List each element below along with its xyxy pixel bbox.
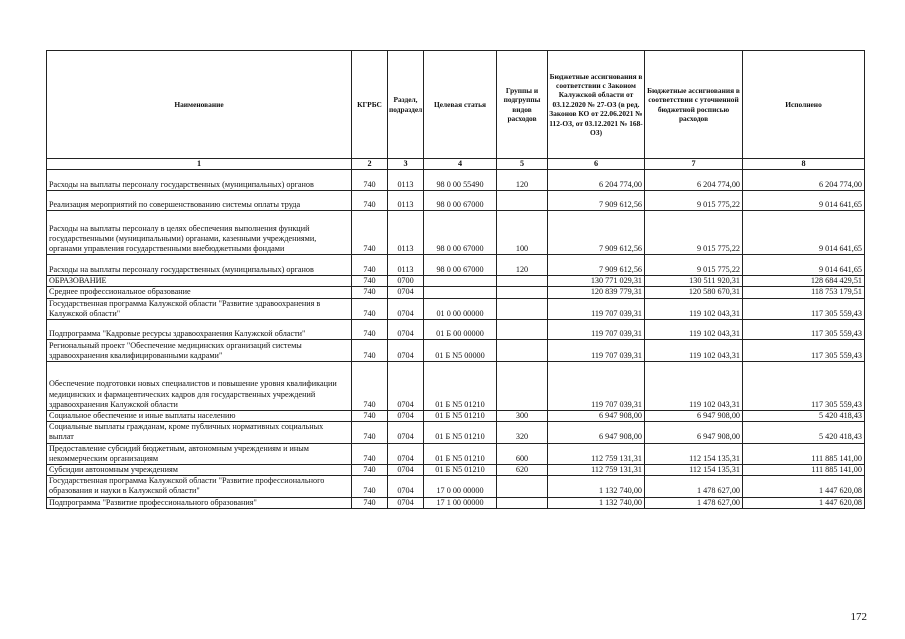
column-number: 6 xyxy=(548,159,645,170)
page-number: 172 xyxy=(850,611,867,623)
cell-section: 0113 xyxy=(388,211,424,255)
cell-budget-law: 7 909 612,56 xyxy=(548,255,645,276)
cell-target xyxy=(424,276,497,287)
cell-section: 0704 xyxy=(388,411,424,422)
table-row xyxy=(47,443,865,464)
cell-budget-law: 130 771 029,31 xyxy=(548,276,645,287)
cell-budget-law: 7 909 612,56 xyxy=(548,211,645,255)
cell-executed: 118 753 179,51 xyxy=(743,287,865,298)
cell-executed: 111 885 141,00 xyxy=(743,443,865,464)
cell-kgrbs: 740 xyxy=(352,411,388,422)
column-number: 3 xyxy=(388,159,424,170)
table-row xyxy=(47,340,865,362)
cell-section: 0704 xyxy=(388,362,424,411)
cell-name: Расходы на выплаты персоналу государственных (муниципальных) органов xyxy=(47,255,352,276)
column-number: 8 xyxy=(743,159,865,170)
cell-budget-refined: 120 580 670,31 xyxy=(645,287,743,298)
cell-budget-law: 119 707 039,31 xyxy=(548,362,645,411)
cell-budget-law: 119 707 039,31 xyxy=(548,340,645,362)
cell-name: Социальные выплаты гражданам, кроме публичных нормативных социальных выплат xyxy=(47,422,352,443)
cell-target: 01 0 00 00000 xyxy=(424,298,497,319)
cell-section: 0704 xyxy=(388,465,424,476)
table-row xyxy=(47,411,865,422)
cell-target: 98 0 00 67000 xyxy=(424,191,497,211)
cell-name: ОБРАЗОВАНИЕ xyxy=(47,276,352,287)
budget-table xyxy=(46,50,865,509)
cell-section: 0704 xyxy=(388,320,424,340)
cell-budget-refined: 112 154 135,31 xyxy=(645,465,743,476)
cell-group xyxy=(497,497,548,508)
cell-budget-refined: 1 478 627,00 xyxy=(645,476,743,497)
cell-executed: 6 204 774,00 xyxy=(743,170,865,191)
cell-target: 17 1 00 00000 xyxy=(424,497,497,508)
header-name: Наименование xyxy=(47,51,352,159)
cell-budget-refined: 119 102 043,31 xyxy=(645,340,743,362)
cell-name: Расходы на выплаты персоналу государственных (муниципальных) органов xyxy=(47,170,352,191)
cell-group xyxy=(497,276,548,287)
table-row xyxy=(47,255,865,276)
cell-kgrbs: 740 xyxy=(352,362,388,411)
column-number: 1 xyxy=(47,159,352,170)
cell-budget-law: 7 909 612,56 xyxy=(548,191,645,211)
table-row xyxy=(47,362,865,411)
header-kgrbs: КГРБС xyxy=(352,51,388,159)
cell-executed: 9 014 641,65 xyxy=(743,191,865,211)
cell-executed: 128 684 429,51 xyxy=(743,276,865,287)
cell-group: 100 xyxy=(497,211,548,255)
cell-kgrbs: 740 xyxy=(352,298,388,319)
cell-group: 120 xyxy=(497,255,548,276)
cell-kgrbs: 740 xyxy=(352,476,388,497)
cell-section: 0704 xyxy=(388,443,424,464)
cell-target: 98 0 00 67000 xyxy=(424,211,497,255)
cell-group xyxy=(497,298,548,319)
column-number: 2 xyxy=(352,159,388,170)
cell-kgrbs: 740 xyxy=(352,340,388,362)
cell-kgrbs: 740 xyxy=(352,465,388,476)
cell-target: 98 0 00 55490 xyxy=(424,170,497,191)
cell-group xyxy=(497,362,548,411)
cell-budget-refined: 119 102 043,31 xyxy=(645,320,743,340)
cell-group: 120 xyxy=(497,170,548,191)
table-row xyxy=(47,320,865,340)
cell-kgrbs: 740 xyxy=(352,320,388,340)
cell-budget-law: 6 947 908,00 xyxy=(548,411,645,422)
cell-budget-refined: 119 102 043,31 xyxy=(645,362,743,411)
cell-group: 600 xyxy=(497,443,548,464)
table-row xyxy=(47,298,865,319)
table-row xyxy=(47,191,865,211)
cell-target: 01 Б N5 01210 xyxy=(424,465,497,476)
table-row xyxy=(47,276,865,287)
cell-kgrbs: 740 xyxy=(352,211,388,255)
cell-budget-refined: 9 015 775,22 xyxy=(645,255,743,276)
cell-name: Социальное обеспечение и иные выплаты населению xyxy=(47,411,352,422)
cell-executed: 9 014 641,65 xyxy=(743,211,865,255)
cell-budget-law: 1 132 740,00 xyxy=(548,497,645,508)
cell-name: Подпрограмма "Развитие профессионального образования" xyxy=(47,497,352,508)
cell-target: 01 Б N5 01210 xyxy=(424,362,497,411)
column-number-row xyxy=(47,159,865,170)
cell-executed: 117 305 559,43 xyxy=(743,362,865,411)
cell-name: Среднее профессиональное образование xyxy=(47,287,352,298)
cell-group xyxy=(497,320,548,340)
header-row xyxy=(47,51,865,159)
cell-section: 0113 xyxy=(388,191,424,211)
cell-budget-law: 119 707 039,31 xyxy=(548,298,645,319)
cell-target: 01 Б N5 01210 xyxy=(424,422,497,443)
cell-target: 17 0 00 00000 xyxy=(424,476,497,497)
cell-group xyxy=(497,340,548,362)
cell-budget-refined: 6 947 908,00 xyxy=(645,422,743,443)
column-number: 7 xyxy=(645,159,743,170)
cell-section: 0113 xyxy=(388,255,424,276)
cell-budget-law: 112 759 131,31 xyxy=(548,443,645,464)
cell-section: 0700 xyxy=(388,276,424,287)
cell-budget-refined: 119 102 043,31 xyxy=(645,298,743,319)
cell-target: 98 0 00 67000 xyxy=(424,255,497,276)
cell-name: Государственная программа Калужской области "Развитие профессионального образования и науки в Калужской области" xyxy=(47,476,352,497)
table-row xyxy=(47,211,865,255)
cell-budget-law: 1 132 740,00 xyxy=(548,476,645,497)
column-number: 5 xyxy=(497,159,548,170)
cell-kgrbs: 740 xyxy=(352,170,388,191)
cell-kgrbs: 740 xyxy=(352,287,388,298)
cell-budget-refined: 6 947 908,00 xyxy=(645,411,743,422)
cell-name: Государственная программа Калужской области "Развитие здравоохранения в Калужской области" xyxy=(47,298,352,319)
cell-group: 620 xyxy=(497,465,548,476)
header-executed: Исполнено xyxy=(743,51,865,159)
cell-budget-law: 112 759 131,31 xyxy=(548,465,645,476)
column-number: 4 xyxy=(424,159,497,170)
cell-target: 01 Б N5 01210 xyxy=(424,443,497,464)
cell-budget-law: 6 204 774,00 xyxy=(548,170,645,191)
header-budget-refined: Бюджетные ассигнования в соответствии с уточненной бюджетной росписью расходов xyxy=(645,51,743,159)
cell-budget-refined: 6 204 774,00 xyxy=(645,170,743,191)
cell-name: Расходы на выплаты персоналу в целях обеспечения выполнения функций государственными (муниципальными) органами, казенными учреждениями, органами управления государственными внебюджетными фондами xyxy=(47,211,352,255)
cell-group: 320 xyxy=(497,422,548,443)
cell-budget-refined: 1 478 627,00 xyxy=(645,497,743,508)
cell-name: Региональный проект "Обеспечение медицинских организаций системы здравоохранения квалифицированными кадрами" xyxy=(47,340,352,362)
cell-section: 0704 xyxy=(388,422,424,443)
cell-executed: 117 305 559,43 xyxy=(743,298,865,319)
cell-group xyxy=(497,287,548,298)
table-row xyxy=(47,287,865,298)
cell-executed: 111 885 141,00 xyxy=(743,465,865,476)
cell-kgrbs: 740 xyxy=(352,255,388,276)
table-row xyxy=(47,465,865,476)
table-row xyxy=(47,476,865,497)
cell-budget-refined: 9 015 775,22 xyxy=(645,211,743,255)
cell-name: Обеспечение подготовки новых специалистов и повышение уровня квалификации медицинских и фармацевтических кадров для государственных учреждений здравоохранения Калужской области xyxy=(47,362,352,411)
header-section: Раздел, подраздел xyxy=(388,51,424,159)
cell-kgrbs: 740 xyxy=(352,497,388,508)
cell-name: Предоставление субсидий бюджетным, автономным учреждениям и иным некоммерческим организациям xyxy=(47,443,352,464)
cell-group: 300 xyxy=(497,411,548,422)
cell-executed: 117 305 559,43 xyxy=(743,340,865,362)
table-row xyxy=(47,170,865,191)
cell-group xyxy=(497,191,548,211)
header-budget-law: Бюджетные ассигнования в соответствии с Законом Калужской области от 03.12.2020 № 27-ОЗ (в ред. Законов КО от 22.06.2021 № 112-ОЗ, от 03.12.2021 № 168-ОЗ) xyxy=(548,51,645,159)
cell-target: 01 Б N5 00000 xyxy=(424,340,497,362)
header-groups: Группы и подгруппы видов расходов xyxy=(497,51,548,159)
cell-budget-refined: 130 511 920,31 xyxy=(645,276,743,287)
cell-budget-refined: 112 154 135,31 xyxy=(645,443,743,464)
cell-budget-refined: 9 015 775,22 xyxy=(645,191,743,211)
cell-executed: 117 305 559,43 xyxy=(743,320,865,340)
cell-section: 0113 xyxy=(388,170,424,191)
header-target: Целевая статья xyxy=(424,51,497,159)
cell-name: Подпрограмма "Кадровые ресурсы здравоохранения Калужской области" xyxy=(47,320,352,340)
cell-budget-law: 119 707 039,31 xyxy=(548,320,645,340)
cell-executed: 1 447 620,08 xyxy=(743,476,865,497)
cell-executed: 1 447 620,08 xyxy=(743,497,865,508)
table-row xyxy=(47,422,865,443)
cell-name: Реализация мероприятий по совершенствованию системы оплаты труда xyxy=(47,191,352,211)
cell-budget-law: 6 947 908,00 xyxy=(548,422,645,443)
cell-executed: 9 014 641,65 xyxy=(743,255,865,276)
cell-kgrbs: 740 xyxy=(352,276,388,287)
cell-kgrbs: 740 xyxy=(352,191,388,211)
cell-executed: 5 420 418,43 xyxy=(743,422,865,443)
cell-section: 0704 xyxy=(388,298,424,319)
table-row xyxy=(47,497,865,508)
cell-budget-law: 120 839 779,31 xyxy=(548,287,645,298)
cell-section: 0704 xyxy=(388,497,424,508)
cell-target: 01 Б 00 00000 xyxy=(424,320,497,340)
cell-kgrbs: 740 xyxy=(352,422,388,443)
budget-report-sheet xyxy=(46,50,864,509)
cell-target: 01 Б N5 01210 xyxy=(424,411,497,422)
cell-target xyxy=(424,287,497,298)
cell-kgrbs: 740 xyxy=(352,443,388,464)
cell-section: 0704 xyxy=(388,340,424,362)
cell-name: Субсидии автономным учреждениям xyxy=(47,465,352,476)
cell-group xyxy=(497,476,548,497)
cell-section: 0704 xyxy=(388,476,424,497)
cell-executed: 5 420 418,43 xyxy=(743,411,865,422)
cell-section: 0704 xyxy=(388,287,424,298)
